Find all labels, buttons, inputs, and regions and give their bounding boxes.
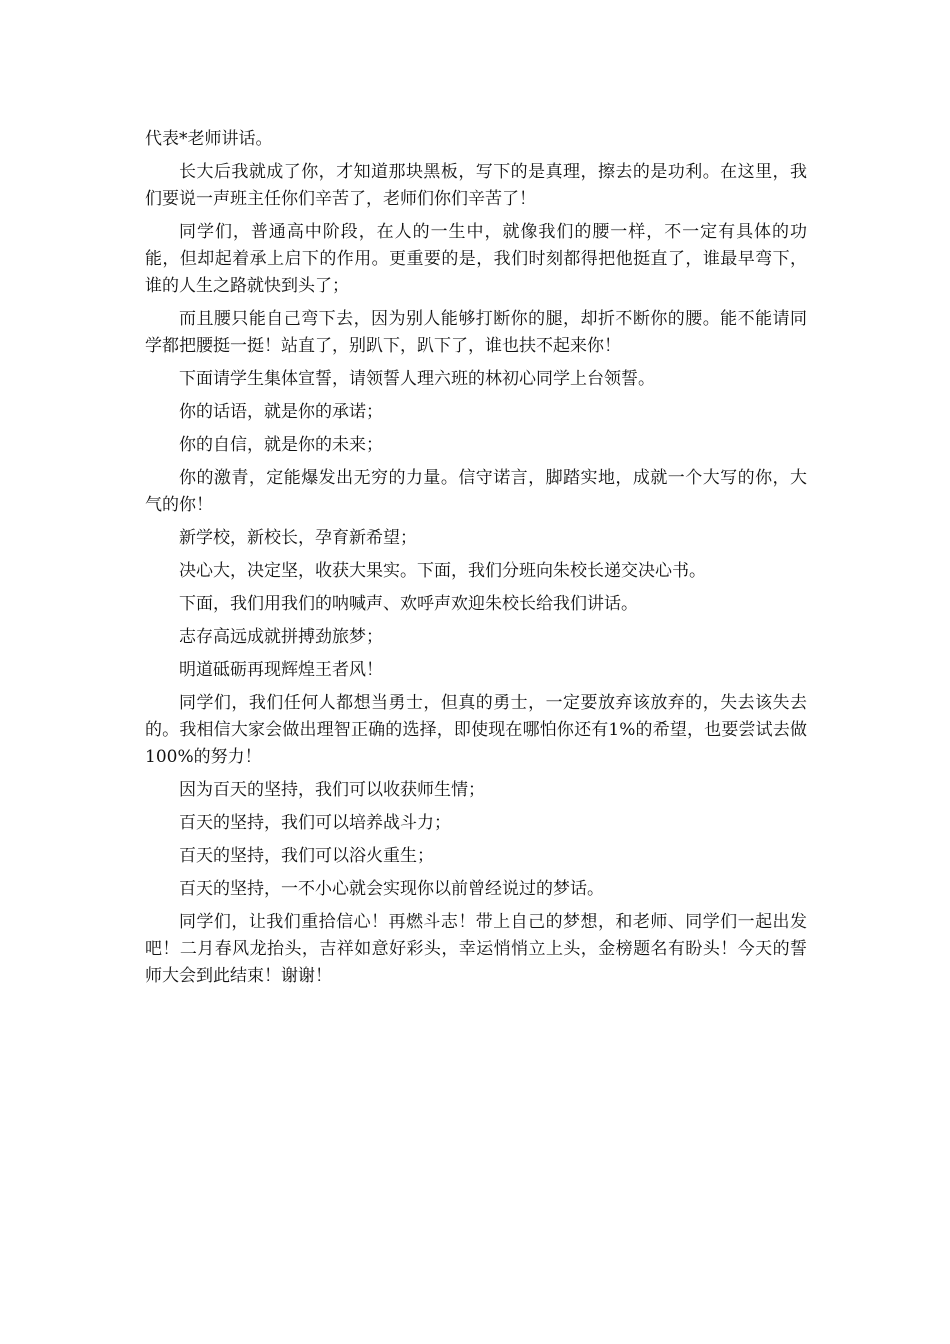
paragraph-1: 代表*老师讲话。 <box>145 129 273 149</box>
paragraph-12: 志存高远成就拼搏劲旅梦； <box>179 627 383 647</box>
paragraph-10: 决心大，决定坚，收获大果实。下面，我们分班向朱校长递交决心书。 <box>179 561 706 581</box>
paragraph-8: 你的激青，定能爆发出无穷的力量。信守诺言，脚踏实地，成就一个大写的你，大气的你！ <box>145 468 807 515</box>
paragraph-15: 因为百天的坚持，我们可以收获师生情； <box>179 780 485 800</box>
paragraph-16: 百天的坚持，我们可以培养战斗力； <box>179 813 451 833</box>
paragraph-7: 你的自信，就是你的未来； <box>179 435 383 455</box>
paragraph-9: 新学校，新校长，孕育新希望； <box>179 528 417 548</box>
document-body <box>145 126 807 996</box>
paragraph-17: 百天的坚持，我们可以浴火重生； <box>179 846 434 866</box>
paragraph-3: 同学们，普通高中阶段，在人的一生中，就像我们的腰一样，不一定有具体的功能，但却起着承上启下的作用。更重要的是，我们时刻都得把他挺直了，谁最早弯下，谁的人生之路就快到头了； <box>145 222 807 296</box>
paragraph-13: 明道砥砺再现辉煌王者风！ <box>179 660 383 680</box>
paragraph-11: 下面，我们用我们的呐喊声、欢呼声欢迎朱校长给我们讲话。 <box>179 594 638 614</box>
paragraph-18: 百天的坚持，一不小心就会实现你以前曾经说过的梦话。 <box>179 879 604 899</box>
paragraph-5: 下面请学生集体宣誓，请领誓人理六班的林初心同学上台领誓。 <box>179 369 655 389</box>
paragraph-2: 长大后我就成了你，才知道那块黑板，写下的是真理，擦去的是功利。在这里，我们要说一声班主任你们辛苦了，老师们你们辛苦了！ <box>145 162 807 209</box>
paragraph-4: 而且腰只能自己弯下去，因为别人能够打断你的腿，却折不断你的腰。能不能请同学都把腰挺一挺！站直了，别趴下，趴下了，谁也扶不起来你！ <box>145 309 807 356</box>
paragraph-14: 同学们，我们任何人都想当勇士，但真的勇士，一定要放弃该放弃的，失去该失去的。我相信大家会做出理智正确的选择，即使现在哪怕你还有1%的希望，也要尝试去做100%的努力！ <box>145 693 807 767</box>
paragraph-6: 你的话语，就是你的承诺； <box>179 402 383 422</box>
paragraph-19: 同学们，让我们重拾信心！再燃斗志！带上自己的梦想，和老师、同学们一起出发吧！二月春风龙抬头，吉祥如意好彩头，幸运悄悄立上头，金榜题名有盼头！今天的誓师大会到此结束！谢谢！ <box>145 912 807 986</box>
